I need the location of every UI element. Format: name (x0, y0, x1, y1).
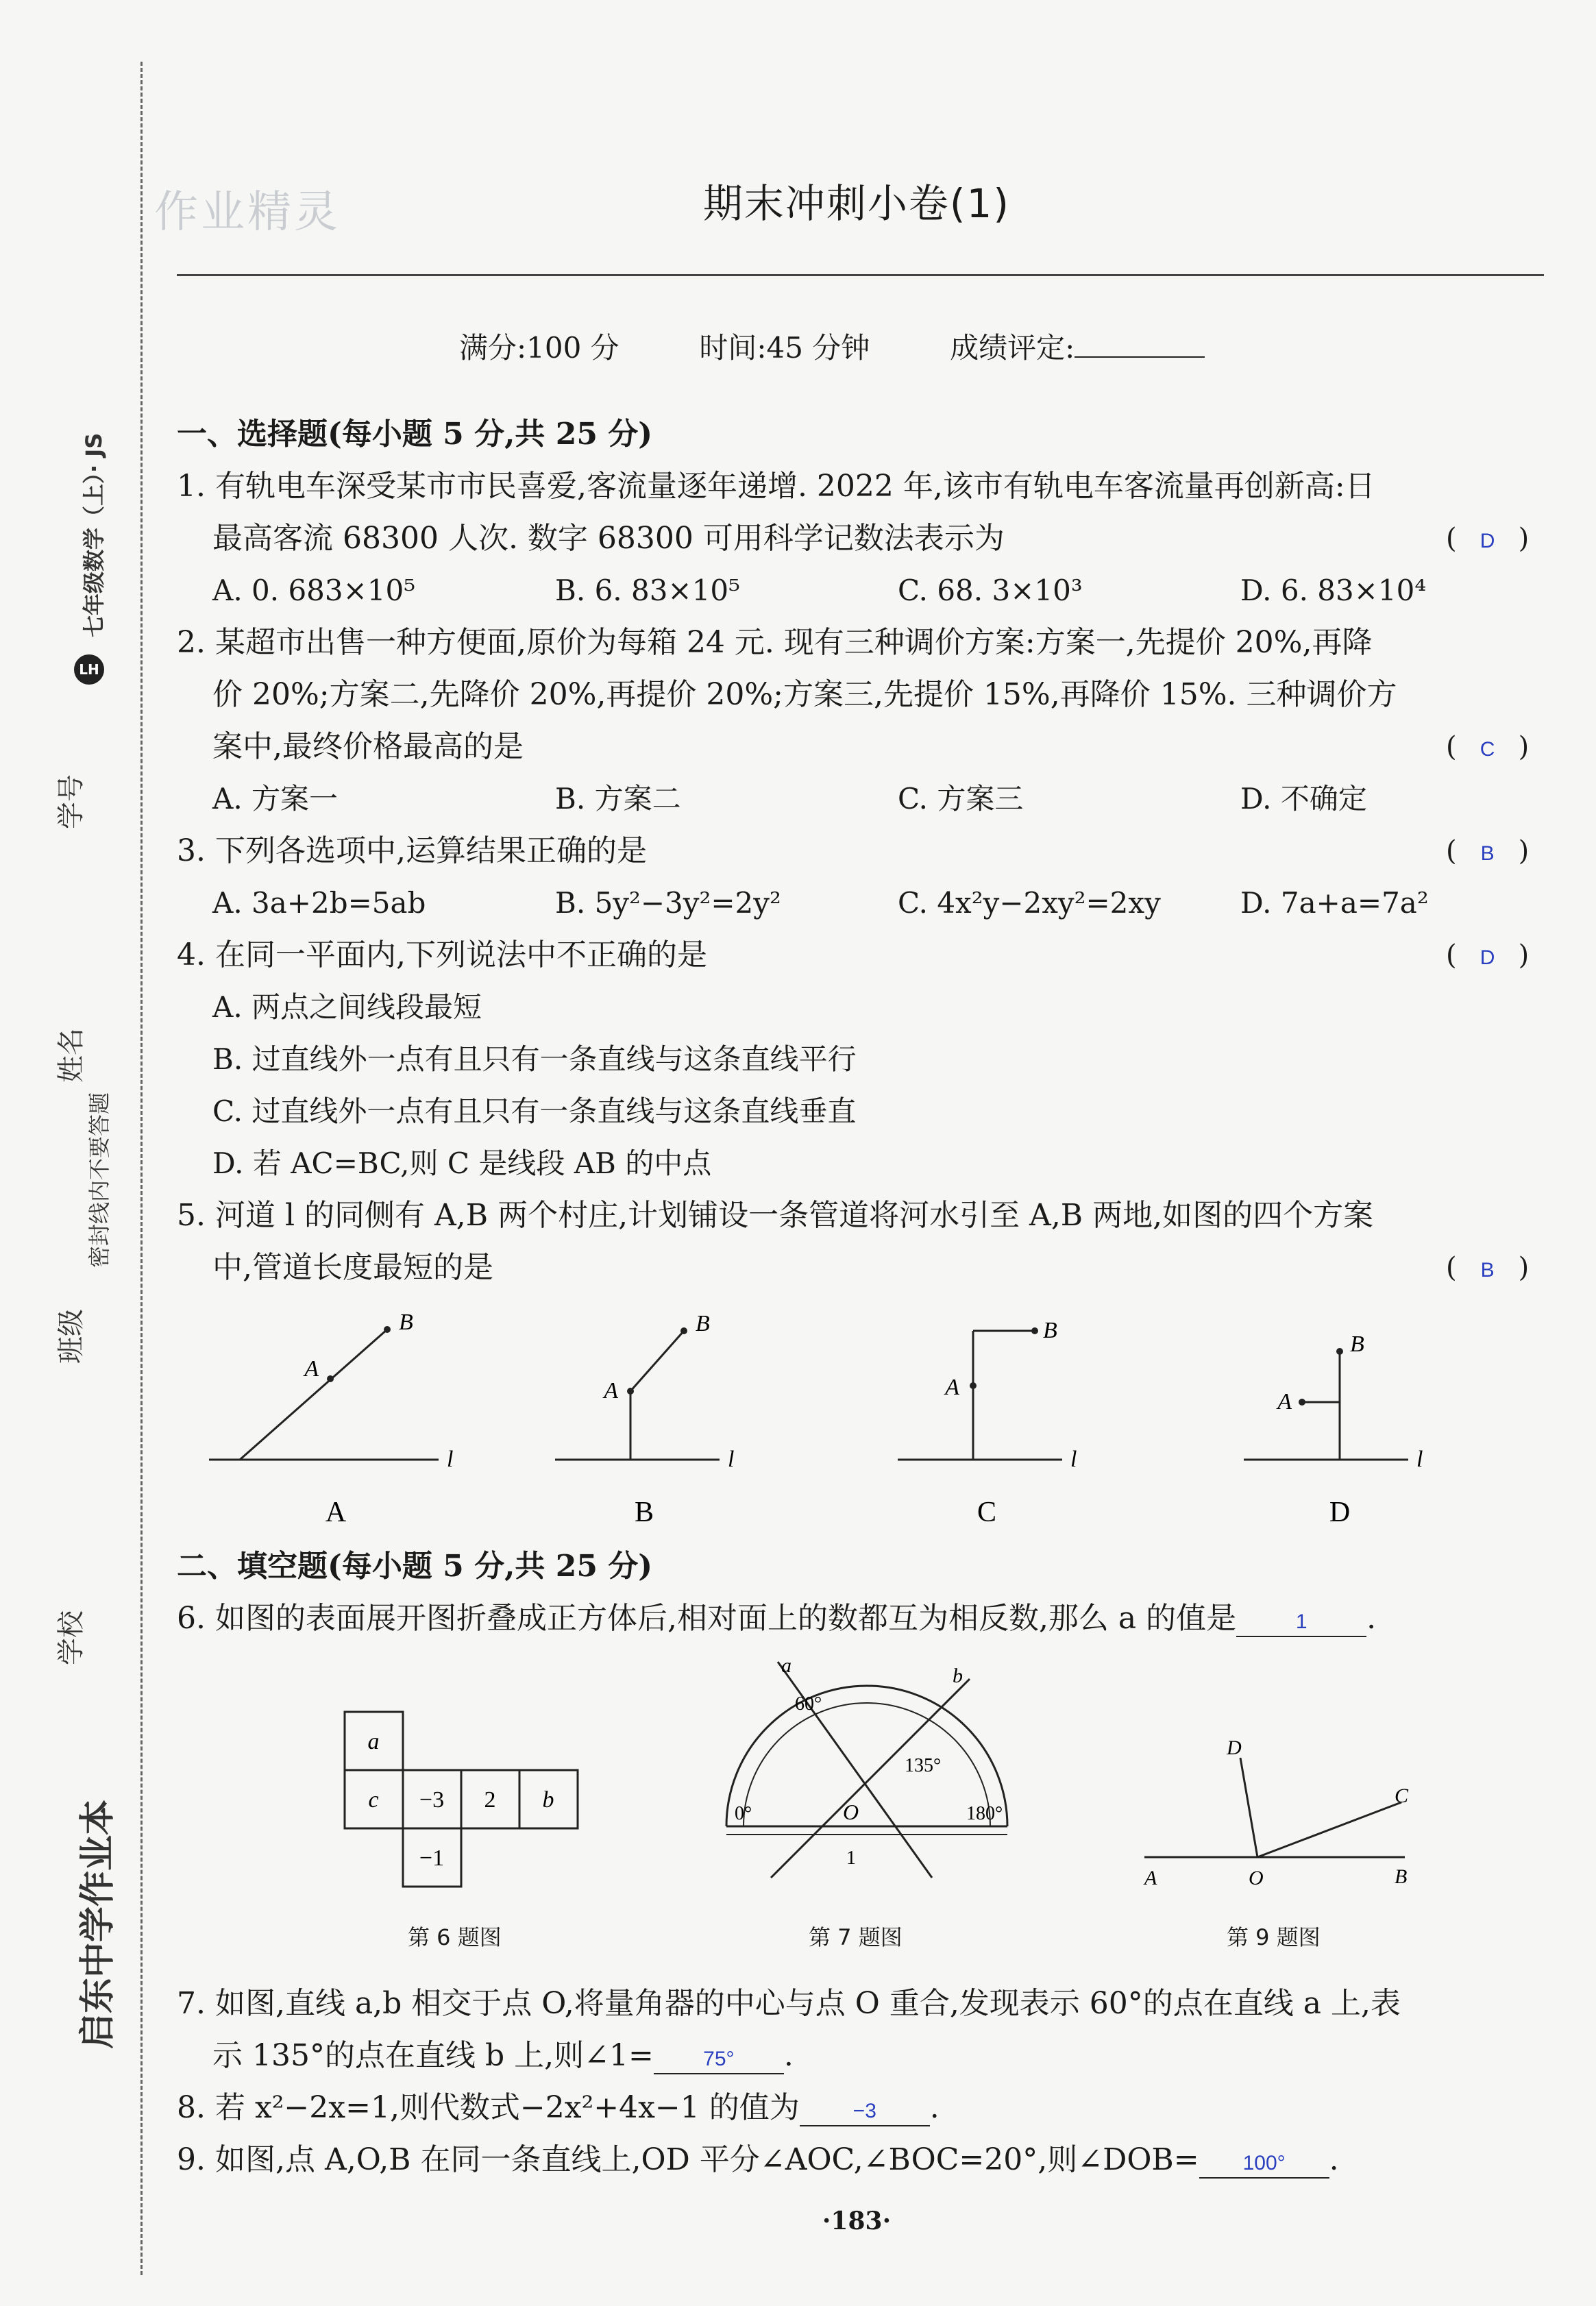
q8-blank[interactable] (800, 2094, 930, 2126)
time-limit: 时间:45 分钟 (699, 331, 870, 365)
q9-point-d: D (1227, 1737, 1242, 1759)
binding-dashed-line (140, 62, 143, 2275)
q5-figure-label-d: D (1329, 1497, 1351, 1528)
q5-line1: 5. 河道 l 的同侧有 A,B 两个村庄,计划铺设一条管道将河水引至 A,B 两地,如图的四个方案 (177, 1198, 1374, 1233)
q2-answer-slot: ( C ) (1446, 731, 1530, 763)
q4-option-b: B. 过直线外一点有且只有一条直线与这条直线平行 (212, 1042, 857, 1076)
q5d-line-l: l (1416, 1447, 1423, 1472)
q5-figure-label-c: C (977, 1497, 997, 1528)
q8-answer: −3 (852, 2100, 876, 2122)
q4-option-a: A. 两点之间线段最短 (212, 990, 482, 1024)
q2-option-c: C. 方案三 (898, 782, 1024, 815)
q2-line1: 2. 某超市出售一种方便面,原价为每箱 24 元. 现有三种调价方案:方案一,先提价 20%,再降 (177, 625, 1373, 660)
q7-angle-1: 1 (846, 1848, 856, 1869)
q6-net-figure (339, 1706, 600, 1912)
q7-point-o: O (843, 1800, 859, 1824)
margin-series-label: 七年级数学（上）· JS (81, 432, 107, 637)
net-face-neg1: −1 (419, 1845, 445, 1871)
q6-text: 6. 如图的表面展开图折叠成正方体后,相对面上的数都互为相反数,那么 a 的值是 (177, 1601, 1237, 1636)
q5d-point-b: B (1350, 1332, 1364, 1357)
q5a-line-l: l (447, 1447, 454, 1472)
q4-line1: 4. 在同一平面内,下列说法中不正确的是 (177, 937, 707, 972)
q5-figure-b (555, 1311, 734, 1528)
q6-period: . (1366, 1601, 1377, 1636)
q7-caption: 第 7 题图 (809, 1924, 903, 1950)
q9-point-a: A (1144, 1867, 1157, 1889)
q1-option-d: D. 6. 83×10⁴ (1240, 574, 1427, 607)
net-face-b: b (542, 1787, 554, 1813)
q5c-line-l: l (1070, 1447, 1077, 1472)
q9-period: . (1329, 2142, 1339, 2177)
margin-class-label: 班级 (56, 1309, 87, 1364)
q3-line1: 3. 下列各选项中,运算结果正确的是 (177, 833, 647, 868)
q3-option-c: C. 4x²y−2xy²=2xy (898, 886, 1161, 920)
q4-option-d: D. 若 AC=BC,则 C 是线段 AB 的中点 (212, 1146, 712, 1180)
q2-option-b: B. 方案二 (555, 782, 681, 815)
exam-meta (459, 322, 1205, 374)
q6-answer: 1 (1295, 1610, 1308, 1633)
q2-option-a: A. 方案一 (212, 782, 339, 815)
q9-point-c: C (1395, 1784, 1409, 1807)
q5b-point-b: B (696, 1311, 710, 1336)
q3-answer-slot: ( B ) (1446, 835, 1530, 867)
q9-answer: 100° (1242, 2152, 1286, 2174)
q5-figure-label-a: A (325, 1497, 347, 1528)
title-rule (177, 274, 1544, 276)
q2-option-d: D. 不确定 (1240, 782, 1367, 815)
q3-option-a: A. 3a+2b=5ab (212, 886, 426, 920)
q5-figure-label-b: B (634, 1497, 654, 1528)
margin-seal-note: 密封线内不要答题 (86, 1092, 112, 1268)
page-number: ·183· (822, 2207, 892, 2235)
q8-text: 8. 若 x²−2x=1,则代数式−2x²+4x−1 的值为 (177, 2090, 800, 2125)
q3-option-b: B. 5y²−3y²=2y² (555, 886, 781, 920)
q7-period: . (783, 2038, 794, 2073)
grade-blank[interactable] (1075, 356, 1205, 358)
q4-answer: D (1480, 946, 1495, 969)
net-face-a: a (367, 1729, 380, 1754)
net-face-2: 2 (484, 1787, 496, 1813)
q1-answer-slot: ( D ) (1446, 523, 1530, 554)
q5-answer-slot: ( B ) (1446, 1252, 1530, 1284)
margin-student-number-label: 学号 (56, 774, 87, 829)
q9-point-o: O (1249, 1867, 1264, 1889)
section2-header: 二、填空题(每小题 5 分,共 25 分) (177, 1549, 653, 1584)
q7-answer: 75° (703, 2048, 735, 2070)
q7-line-b-label: b (953, 1665, 963, 1687)
q5-figure-d (1244, 1332, 1423, 1528)
q9-point-b: B (1395, 1865, 1408, 1888)
q7-line2 (212, 2030, 794, 2082)
q8-line1 (177, 2082, 940, 2134)
q1-line2: 最高客流 68300 人次. 数字 68300 可用科学记数法表示为 (212, 521, 1005, 556)
q5c-point-a: A (945, 1375, 959, 1400)
q7-deg135: 135° (905, 1755, 942, 1776)
page-title: 期末冲刺小卷(1) (702, 180, 1011, 227)
watermark: 作业精灵 (154, 187, 341, 238)
q9-blank[interactable] (1199, 2146, 1329, 2179)
q5-figures (199, 1302, 1466, 1535)
margin-name-label: 姓名 (56, 1028, 87, 1083)
q7-blank[interactable] (654, 2042, 784, 2074)
q7-protractor-figure (706, 1655, 1021, 1881)
margin-book-title: 启东中学作业本 (77, 1799, 119, 2049)
q2-line3: 案中,最终价格最高的是 (212, 729, 524, 764)
q4-answer-slot: ( D ) (1446, 940, 1530, 971)
q6-line1 (177, 1593, 1376, 1645)
q7-line-a-label: a (781, 1655, 791, 1677)
q5-figure-c (898, 1318, 1077, 1528)
net-face-c: c (368, 1787, 379, 1813)
q9-angle-figure (1124, 1727, 1432, 1891)
q7-deg180: 180° (966, 1803, 1003, 1824)
publisher-badge-text: LH (79, 661, 99, 678)
publisher-badge (74, 654, 104, 685)
q5c-point-b: B (1043, 1318, 1057, 1343)
q1-answer: D (1480, 530, 1495, 552)
q7-deg60: 60° (795, 1693, 822, 1715)
q3-answer: B (1480, 842, 1495, 865)
q1-option-b: B. 6. 83×10⁵ (555, 574, 740, 607)
q5-figure-a (209, 1310, 453, 1528)
q1-option-c: C. 68. 3×10³ (898, 574, 1083, 607)
q1-line1: 1. 有轨电车深受某市市民喜爱,客流量逐年递增. 2022 年,该市有轨电车客流量再创新高:日 (177, 469, 1375, 504)
grade-label: 成绩评定: (950, 331, 1075, 365)
net-face-neg3: −3 (419, 1787, 445, 1813)
q5d-point-a: A (1277, 1389, 1292, 1414)
q2-answer: C (1480, 738, 1495, 761)
q5b-line-l: l (728, 1447, 735, 1472)
q4-option-c: C. 过直线外一点有且只有一条直线与这条直线垂直 (212, 1094, 857, 1128)
q7-deg0: 0° (735, 1803, 752, 1824)
section1-header: 一、选择题(每小题 5 分,共 25 分) (177, 417, 653, 452)
q8-period: . (929, 2090, 940, 2125)
q5a-point-a: A (304, 1356, 319, 1382)
q9-line1 (177, 2134, 1339, 2186)
q9-text: 9. 如图,点 A,O,B 在同一条直线上,OD 平分∠AOC,∠BOC=20°,则∠DOB= (177, 2142, 1199, 2177)
q5-answer: B (1480, 1259, 1495, 1281)
q5b-point-a: A (604, 1378, 618, 1403)
full-marks: 满分:100 分 (459, 331, 619, 365)
q9-caption: 第 9 题图 (1227, 1924, 1321, 1950)
q7-text: 示 135°的点在直线 b 上,则∠1= (212, 2038, 654, 2073)
q5-line2: 中,管道长度最短的是 (212, 1250, 493, 1285)
q1-option-a: A. 0. 683×10⁵ (212, 574, 416, 607)
q7-line1: 7. 如图,直线 a,b 相交于点 O,将量角器的中心与点 O 重合,发现表示 60°的点在直线 a 上,表 (177, 1986, 1401, 2021)
q6-blank[interactable] (1236, 1605, 1366, 1637)
q5a-point-b: B (399, 1310, 413, 1335)
q6-caption: 第 6 题图 (408, 1924, 502, 1950)
margin-school-label: 学校 (56, 1610, 87, 1665)
q2-line2: 价 20%;方案二,先降价 20%,再提价 20%;方案三,先提价 15%,再降价 15%. 三种调价方 (212, 677, 1397, 712)
q3-option-d: D. 7a+a=7a² (1240, 886, 1429, 920)
